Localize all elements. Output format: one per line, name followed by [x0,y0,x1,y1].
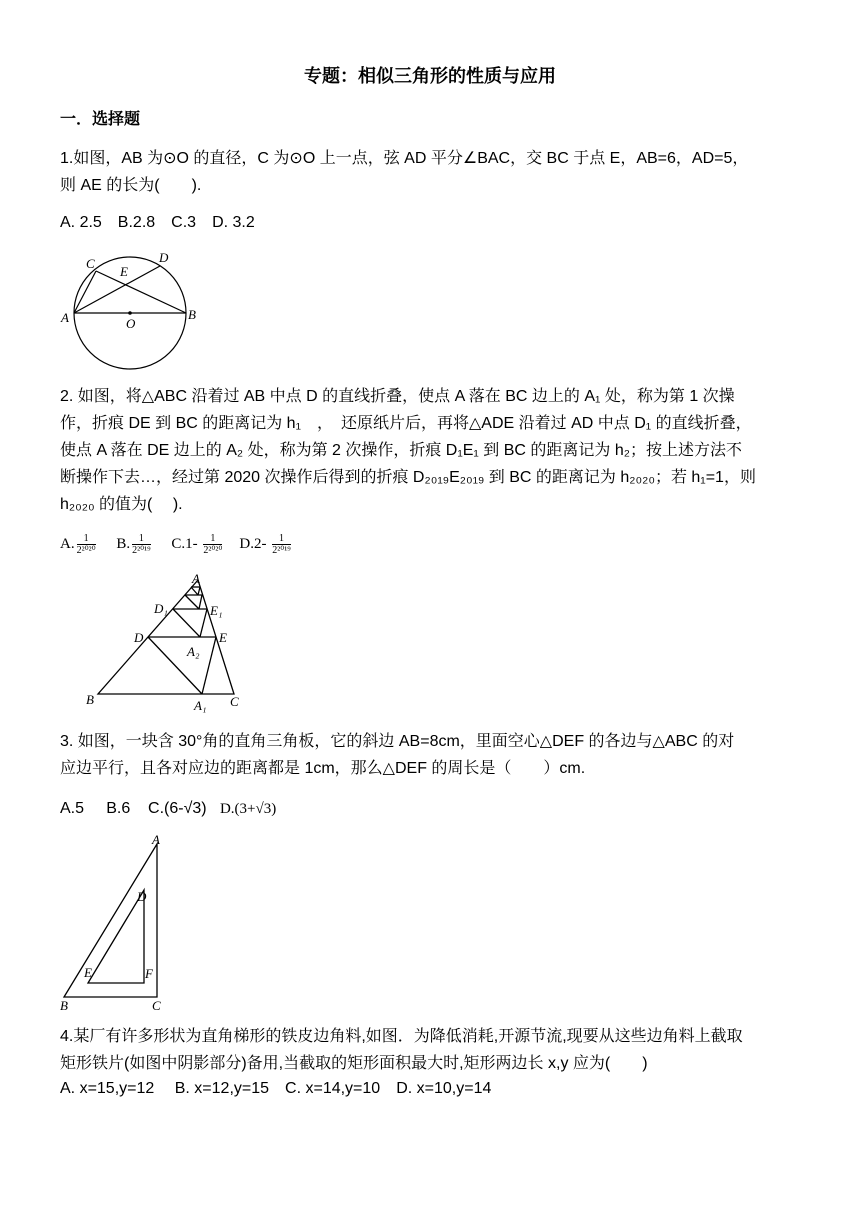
label-d: D [137,889,147,904]
segment-d2a3 [185,595,199,609]
segment-e2a3 [199,595,202,609]
q3-text-line2: 应边平行，且各对应边的距离都是 1cm，那么△DEF 的周长是（ ）cm. [60,760,586,777]
q2-option-c: C.1- $\frac{1}{\text{2²⁰²⁰}}$ [171,532,223,556]
q3-option-d: D.(3+√3) [219,801,277,817]
q2-text-line5: h₂₀₂₀ 的值为( ). [60,496,183,513]
label-d: D [159,250,169,265]
segment-e3a4 [198,587,200,595]
q1-text-line2: 则 AE 的长为( ). [60,177,202,194]
q3-option-c: C.(6-√3) [148,800,207,817]
page-title: 专题：相似三角形的性质与应用 [304,66,556,86]
q4-text-line2: 矩形铁片(如图中阴影部分)备用,当截取的矩形面积最大时,矩形两边长 x,y 应为( ) [60,1055,648,1072]
label-o: O [126,316,136,331]
label-c: C [230,694,239,709]
q2-text-line2: 作，折痕 DE 到 BC 的距离记为 h₁ ， 还原纸片后，再将△ADE 沿着过 AD 中点 D₁ 的直线折叠， [60,415,752,432]
segment-ea1 [202,637,216,694]
q2-fold-figure [82,570,252,716]
q2-options [60,531,293,558]
triangle-def [88,890,144,983]
label-b: B [188,307,196,322]
q2-option-d: D.2- $\frac{1}{\text{2²⁰¹⁹}}$ [239,532,291,556]
q2-option-b: B. $\frac{1}{\text{2²⁰¹⁹}}$ [116,532,151,556]
label-e: E [84,965,92,980]
segment-d1a2 [173,609,200,637]
q3-option-a: A.5 [60,800,85,817]
label-a: A [61,310,69,325]
label-a: A [192,571,200,586]
label-e1: E₁ [210,603,223,618]
label-a2: A₂ [187,644,200,659]
q2-text-line1: 2. 如图，将△ABC 沿着过 AB 中点 D 的直线折叠，使点 A 落在 BC 边上的 A₁ 处，称为第 1 次操 [60,388,735,405]
segment-d3a4 [191,587,198,595]
triangle-abc [64,844,157,997]
q2-option-a: A. $\frac{1}{\text{2²⁰²⁰}}$ [60,532,96,556]
q2-text-line3: 使点 A 落在 DE 边上的 A₂ 处，称为第 2 次操作，折痕 D₁E₁ 到 BC 的距离记为 h₂；按上述方法不 [60,442,742,459]
label-d1: D₁ [154,601,168,616]
label-c: C [86,256,95,271]
label-b: B [60,998,68,1013]
label-b: B [86,692,94,707]
q4-text-line1: 4.某厂有许多形状为直角梯形的铁皮边角料,如图．为降低消耗,开源节流,现要从这些边角料上截取 [60,1028,743,1045]
q2-text-line4: 断操作下去…，经过第 2020 次操作后得到的折痕 D₂₀₁₉E₂₀₁₉ 到 BC 的距离记为 h₂₀₂₀；若 h₁=1，则 [60,469,756,486]
q1-text-line1: 1.如图，AB 为⊙O 的直径，C 为⊙O 上一点，弦 AD 平分∠BAC，交 BC 于点 E，AB=6，AD=5， [60,150,749,167]
label-e: E [219,630,227,645]
label-a: A [152,832,160,847]
q4-options: A. x=15,y=12 B. x=12,y=15 C. x=14,y=10 D. x=10,y=14 [60,1080,492,1097]
q3-text-line1: 3. 如图，一块含 30°角的直角三角板，它的斜边 AB=8cm，里面空心△DEF 的各边与△ABC 的对 [60,733,735,750]
label-e: E [120,264,128,279]
q3-triangle-figure [56,830,176,1016]
label-f: F [145,966,153,981]
q1-options: A. 2.5 B.2.8 C.3 D. 3.2 [60,214,255,231]
label-a1: A₁ [194,698,207,713]
label-d: D [134,630,144,645]
q3-options [60,795,276,823]
label-c: C [152,998,161,1013]
q1-circle-figure [58,248,208,372]
center-o-point [128,311,132,315]
segment-e1a2 [200,609,207,637]
section-heading: 一．选择题 [60,111,141,128]
q3-option-b: B.6 [106,800,131,817]
